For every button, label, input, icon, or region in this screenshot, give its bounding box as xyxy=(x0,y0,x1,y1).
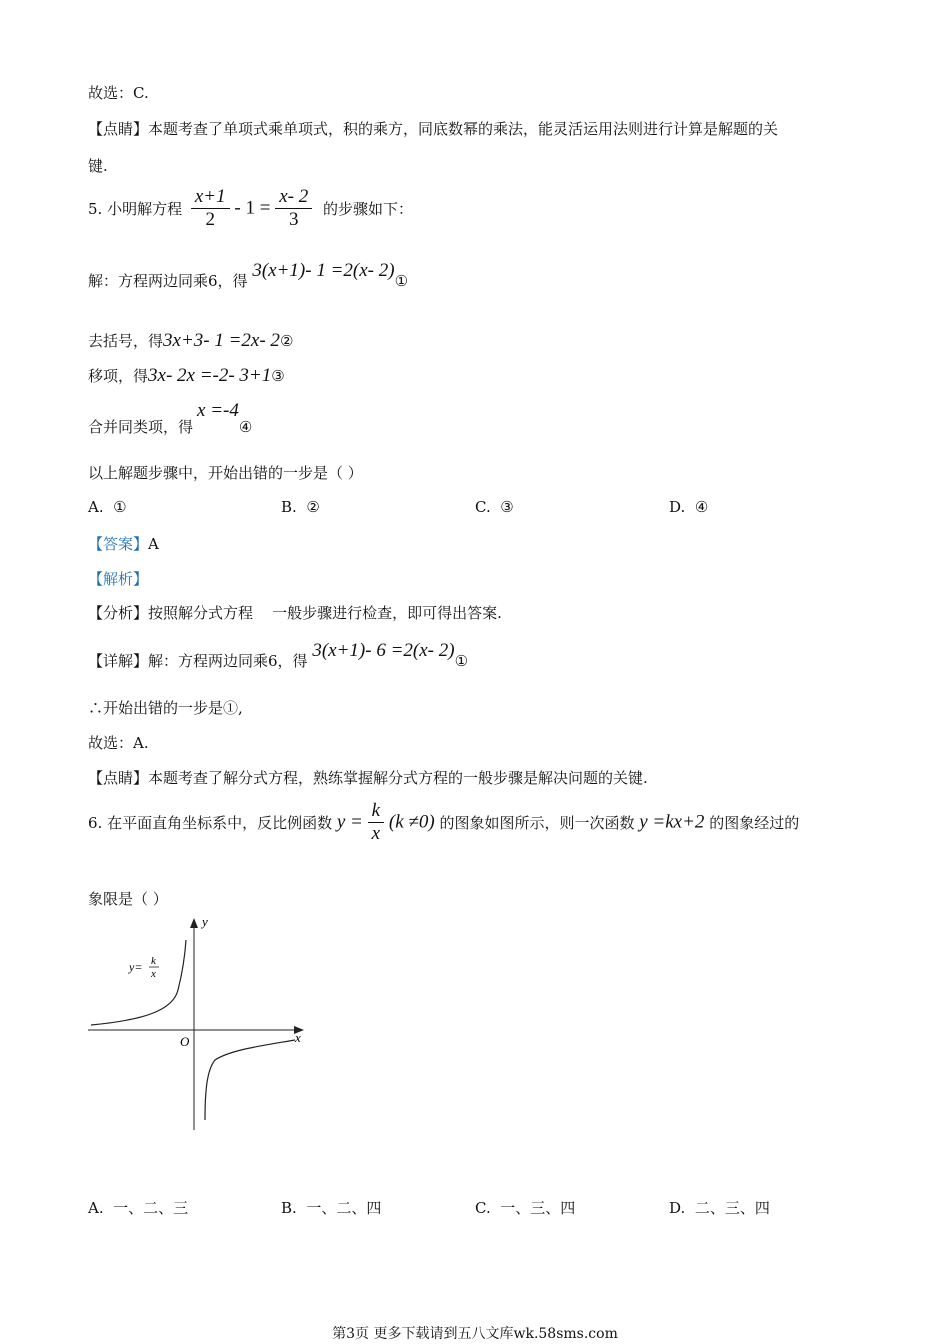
detail-math: 3(x+1)- 6 =2(x- 2) xyxy=(312,640,455,661)
step4-math: x =-4 xyxy=(197,400,239,421)
q5-stem xyxy=(88,186,413,231)
y-axis-label: y xyxy=(202,914,208,929)
fenxi-tag: 【分析】 xyxy=(88,604,149,622)
option-letter: D. xyxy=(669,498,686,516)
q6-condition: (k ≠0) xyxy=(388,811,435,833)
y-axis-arrow xyxy=(190,918,198,928)
q5-mid: - 1 = xyxy=(234,197,271,219)
q6-option-d[interactable] xyxy=(669,1197,770,1218)
q5-step-4 xyxy=(88,400,253,436)
step4-text: 合并同类项，得 xyxy=(88,418,194,436)
q5-fraction-2 xyxy=(275,186,312,231)
option-letter: B. xyxy=(281,498,297,516)
q6-func-fraction xyxy=(368,800,384,845)
comment-text: 本题考查了解分式方程，熟练掌握解分式方程的一般步骤是解决问题的关键. xyxy=(148,769,648,787)
prev-comment xyxy=(88,118,778,139)
q5-frac2-denominator: 3 xyxy=(289,209,299,230)
answer-tag: 【答案】 xyxy=(88,535,149,553)
option-text: ④ xyxy=(694,498,709,516)
q6-mid: 的图象如图所示，则一次函数 xyxy=(439,814,635,832)
step1-mark: ① xyxy=(394,272,409,290)
prev-conclusion: 故选：C. xyxy=(88,84,149,102)
prev-comment-end: 键. xyxy=(88,157,108,175)
option-letter: A. xyxy=(88,1199,104,1217)
q6-linear: y =kx+2 xyxy=(639,811,705,833)
q5-question: 以上解题步骤中，开始出错的一步是（ ） xyxy=(88,464,363,482)
option-text: ① xyxy=(113,498,127,516)
q5-fraction-1 xyxy=(191,186,230,231)
q5-step-2 xyxy=(88,330,293,352)
q6-prefix: 6. 在平面直角坐标系中，反比例函数 xyxy=(88,814,333,832)
curve-label-x: x xyxy=(151,968,156,980)
q5-option-c[interactable] xyxy=(475,498,514,516)
origin-label: O xyxy=(180,1034,190,1049)
q5-frac2-numerator: x- 2 xyxy=(275,186,312,209)
x-axis-label: x xyxy=(295,1030,301,1045)
step3-mark: ③ xyxy=(271,367,285,385)
step2-text: 去括号，得 xyxy=(88,332,164,350)
option-letter: C. xyxy=(475,1199,491,1217)
comment-tag: 【点睛】 xyxy=(88,769,149,787)
option-letter: A. xyxy=(88,498,104,516)
comment-tag: 【点睛】 xyxy=(88,120,149,138)
q5-therefore: ∴开始出错的一步是①, xyxy=(88,699,243,717)
q5-detail xyxy=(88,640,469,672)
step4-mark: ④ xyxy=(238,418,253,436)
q6-option-b[interactable] xyxy=(281,1197,381,1218)
q6-stem-line2: 象限是（ ） xyxy=(88,890,168,908)
q6-func-numerator: k xyxy=(368,800,384,823)
q5-conclusion: 故选：A. xyxy=(88,734,149,752)
q5-option-d[interactable] xyxy=(669,498,708,516)
option-letter: C. xyxy=(475,498,491,516)
step2-mark: ② xyxy=(279,332,294,350)
page-footer: 第3页 更多下载请到五八文库wk.58sms.com xyxy=(332,1326,618,1342)
q5-comment xyxy=(88,767,648,788)
q5-step-1 xyxy=(88,260,409,292)
step2-math: 3x+3- 1 =2x- 2 xyxy=(163,330,280,351)
fenxi-text: 按照解分式方程 一般步骤进行检查，即可得出答案. xyxy=(148,604,502,622)
step3-math: 3x- 2x =-2- 3+1 xyxy=(148,365,272,386)
q5-option-a[interactable] xyxy=(88,498,127,516)
option-text: ③ xyxy=(500,498,514,516)
curve-second-quadrant xyxy=(91,940,186,1025)
q6-graph xyxy=(85,910,310,1135)
q5-answer xyxy=(88,533,159,554)
q6-suffix: 的图象经过的 xyxy=(709,814,800,832)
q6-option-c[interactable] xyxy=(475,1197,575,1218)
option-text: 一、二、四 xyxy=(306,1199,382,1217)
detail-mark: ① xyxy=(454,652,469,670)
q5-frac1-denominator: 2 xyxy=(205,209,215,230)
option-text: 二、三、四 xyxy=(694,1199,770,1217)
q5-option-b[interactable] xyxy=(281,498,320,516)
curve-fourth-quadrant xyxy=(205,1040,295,1120)
q6-func-denominator: x xyxy=(371,823,381,844)
option-letter: D. xyxy=(669,1199,686,1217)
detail-text: 解：方程两边同乘6，得 xyxy=(148,652,308,670)
q5-analysis-tag: 【解析】 xyxy=(88,570,149,588)
q5-suffix: 的步骤如下： xyxy=(323,200,414,218)
answer-value: A xyxy=(148,535,159,553)
option-text: 一、三、四 xyxy=(500,1199,576,1217)
q5-fenxi xyxy=(88,602,502,623)
q5-step-3 xyxy=(88,365,285,387)
q5-frac1-numerator: x+1 xyxy=(191,186,230,209)
step1-text: 解：方程两边同乘6，得 xyxy=(88,272,248,290)
step1-math: 3(x+1)- 1 =2(x- 2) xyxy=(252,260,395,281)
q6-stem xyxy=(88,800,799,845)
q5-prefix: 5. 小明解方程 xyxy=(88,200,183,218)
curve-label-y: y= xyxy=(129,960,143,974)
option-text: ② xyxy=(306,498,320,516)
option-letter: B. xyxy=(281,1199,297,1217)
option-text: 一、二、三 xyxy=(113,1199,189,1217)
comment-text: 本题考查了单项式乘单项式，积的乘方，同底数幂的乘法，能灵活运用法则进行计算是解题的关 xyxy=(148,120,779,138)
curve-label-k: k xyxy=(151,955,156,967)
q6-func: y = xyxy=(336,811,363,833)
detail-tag: 【详解】 xyxy=(88,652,149,670)
q6-option-a[interactable] xyxy=(88,1197,188,1218)
step3-text: 移项，得 xyxy=(88,367,149,385)
